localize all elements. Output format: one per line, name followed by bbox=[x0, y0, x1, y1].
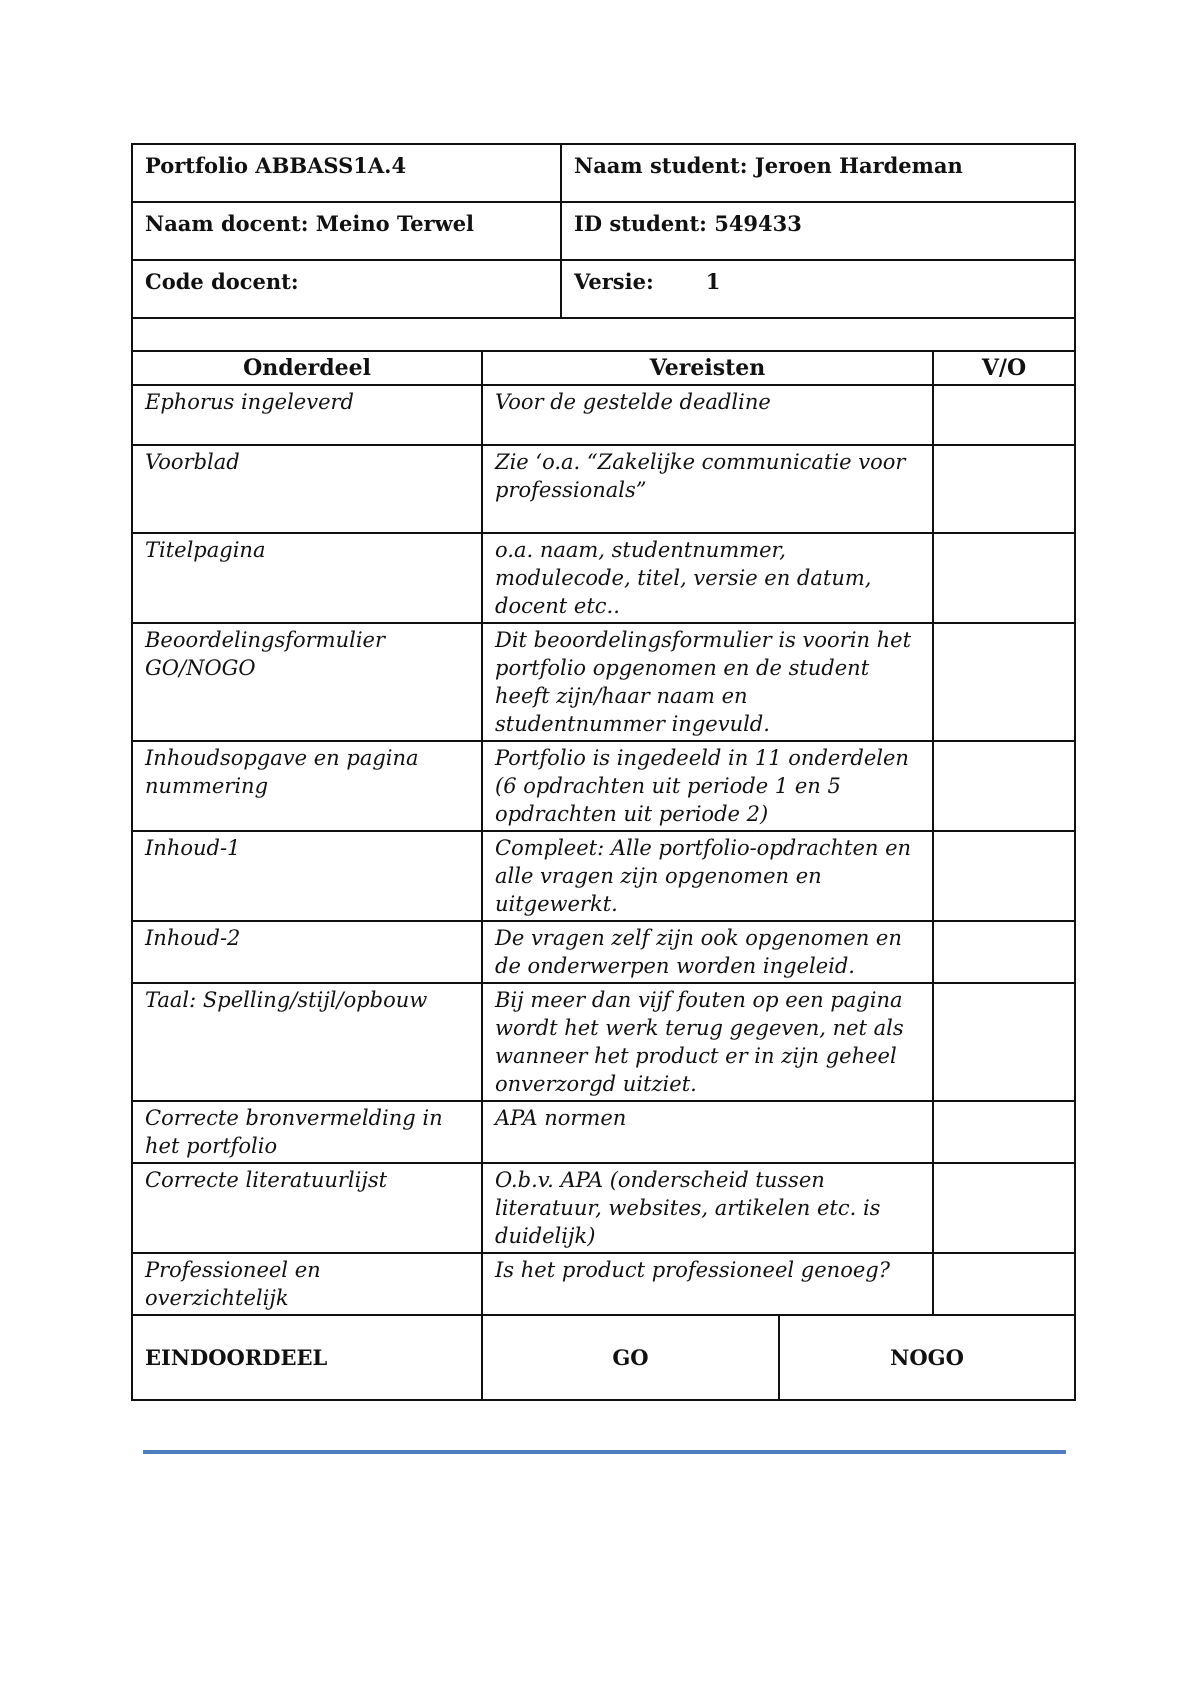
table-row bbox=[132, 385, 1075, 445]
table-row bbox=[132, 921, 1075, 983]
version-label: Versie: bbox=[574, 269, 654, 294]
assessment-form bbox=[131, 143, 1076, 1401]
row-score[interactable] bbox=[933, 445, 1075, 533]
row-part: Voorblad bbox=[132, 445, 482, 533]
row-part: Inhoudsopgave en pagina nummering bbox=[132, 741, 482, 831]
version-value: 1 bbox=[705, 269, 721, 294]
spacer-cell bbox=[132, 318, 1075, 351]
row-requirement: o.a. naam, studentnummer, modulecode, titel, versie en datum, docent etc.. bbox=[482, 533, 933, 623]
row-part: Correcte literatuurlijst bbox=[132, 1163, 482, 1253]
table-row bbox=[132, 1163, 1075, 1253]
row-score[interactable] bbox=[933, 533, 1075, 623]
row-requirement: Dit beoordelingsformulier is voorin het portfolio opgenomen en de student heeft zijn/haar naam en studentnummer ingevuld. bbox=[482, 623, 933, 741]
row-requirement: De vragen zelf zijn ook opgenomen en de onderwerpen worden ingeleid. bbox=[482, 921, 933, 983]
student-id: ID student: 549433 bbox=[561, 202, 1075, 260]
table-row bbox=[132, 741, 1075, 831]
row-part: Inhoud-2 bbox=[132, 921, 482, 983]
final-verdict-row bbox=[132, 1315, 1075, 1400]
table-row bbox=[132, 533, 1075, 623]
requirements-table bbox=[131, 350, 1076, 1316]
row-requirement: Is het product professioneel genoeg? bbox=[482, 1253, 933, 1315]
header-info-table bbox=[131, 143, 1076, 352]
column-header-part: Onderdeel bbox=[132, 351, 482, 385]
row-part: Inhoud-1 bbox=[132, 831, 482, 921]
table-row bbox=[132, 1253, 1075, 1315]
portfolio-code: Portfolio ABBASS1A.4 bbox=[132, 144, 561, 202]
row-part: Ephorus ingeleverd bbox=[132, 385, 482, 445]
header-row bbox=[132, 202, 1075, 260]
row-part: Beoordelingsformulier GO/NOGO bbox=[132, 623, 482, 741]
requirements-header bbox=[132, 351, 1075, 385]
row-score[interactable] bbox=[933, 623, 1075, 741]
final-verdict-label: EINDOORDEEL bbox=[132, 1315, 482, 1400]
teacher-name: Naam docent: Meino Terwel bbox=[132, 202, 561, 260]
row-requirement: O.b.v. APA (onderscheid tussen literatuur, websites, artikelen etc. is duidelijk) bbox=[482, 1163, 933, 1253]
spacer-row bbox=[132, 318, 1075, 351]
table-row bbox=[132, 983, 1075, 1101]
row-part: Professioneel en overzichtelijk bbox=[132, 1253, 482, 1315]
student-name: Naam student: Jeroen Hardeman bbox=[561, 144, 1075, 202]
table-row bbox=[132, 831, 1075, 921]
header-row bbox=[132, 144, 1075, 202]
table-row bbox=[132, 1101, 1075, 1163]
row-score[interactable] bbox=[933, 1163, 1075, 1253]
go-option[interactable]: GO bbox=[482, 1315, 779, 1400]
header-row bbox=[132, 260, 1075, 318]
nogo-option[interactable]: NOGO bbox=[779, 1315, 1075, 1400]
table-row bbox=[132, 445, 1075, 533]
row-requirement: Zie ‘o.a. “Zakelijke communicatie voor professionals” bbox=[482, 445, 933, 533]
row-requirement: Bij meer dan vijf fouten op een pagina wordt het werk terug gegeven, net als wanneer het product er in zijn geheel onverzorgd uitziet. bbox=[482, 983, 933, 1101]
row-requirement: APA normen bbox=[482, 1101, 933, 1163]
row-score[interactable] bbox=[933, 983, 1075, 1101]
row-requirement: Portfolio is ingedeeld in 11 onderdelen (6 opdrachten uit periode 1 en 5 opdrachten uit periode 2) bbox=[482, 741, 933, 831]
row-requirement: Voor de gestelde deadline bbox=[482, 385, 933, 445]
column-header-score: V/O bbox=[933, 351, 1075, 385]
row-score[interactable] bbox=[933, 741, 1075, 831]
row-requirement: Compleet: Alle portfolio-opdrachten en alle vragen zijn opgenomen en uitgewerkt. bbox=[482, 831, 933, 921]
row-score[interactable] bbox=[933, 385, 1075, 445]
table-row bbox=[132, 623, 1075, 741]
row-score[interactable] bbox=[933, 1101, 1075, 1163]
final-verdict-table bbox=[131, 1314, 1076, 1401]
row-score[interactable] bbox=[933, 1253, 1075, 1315]
footer-divider bbox=[143, 1450, 1066, 1454]
column-header-requirement: Vereisten bbox=[482, 351, 933, 385]
row-score[interactable] bbox=[933, 921, 1075, 983]
row-part: Titelpagina bbox=[132, 533, 482, 623]
row-part: Correcte bronvermelding in het portfolio bbox=[132, 1101, 482, 1163]
version-cell bbox=[561, 260, 1075, 318]
row-part: Taal: Spelling/stijl/opbouw bbox=[132, 983, 482, 1101]
row-score[interactable] bbox=[933, 831, 1075, 921]
teacher-code: Code docent: bbox=[132, 260, 561, 318]
